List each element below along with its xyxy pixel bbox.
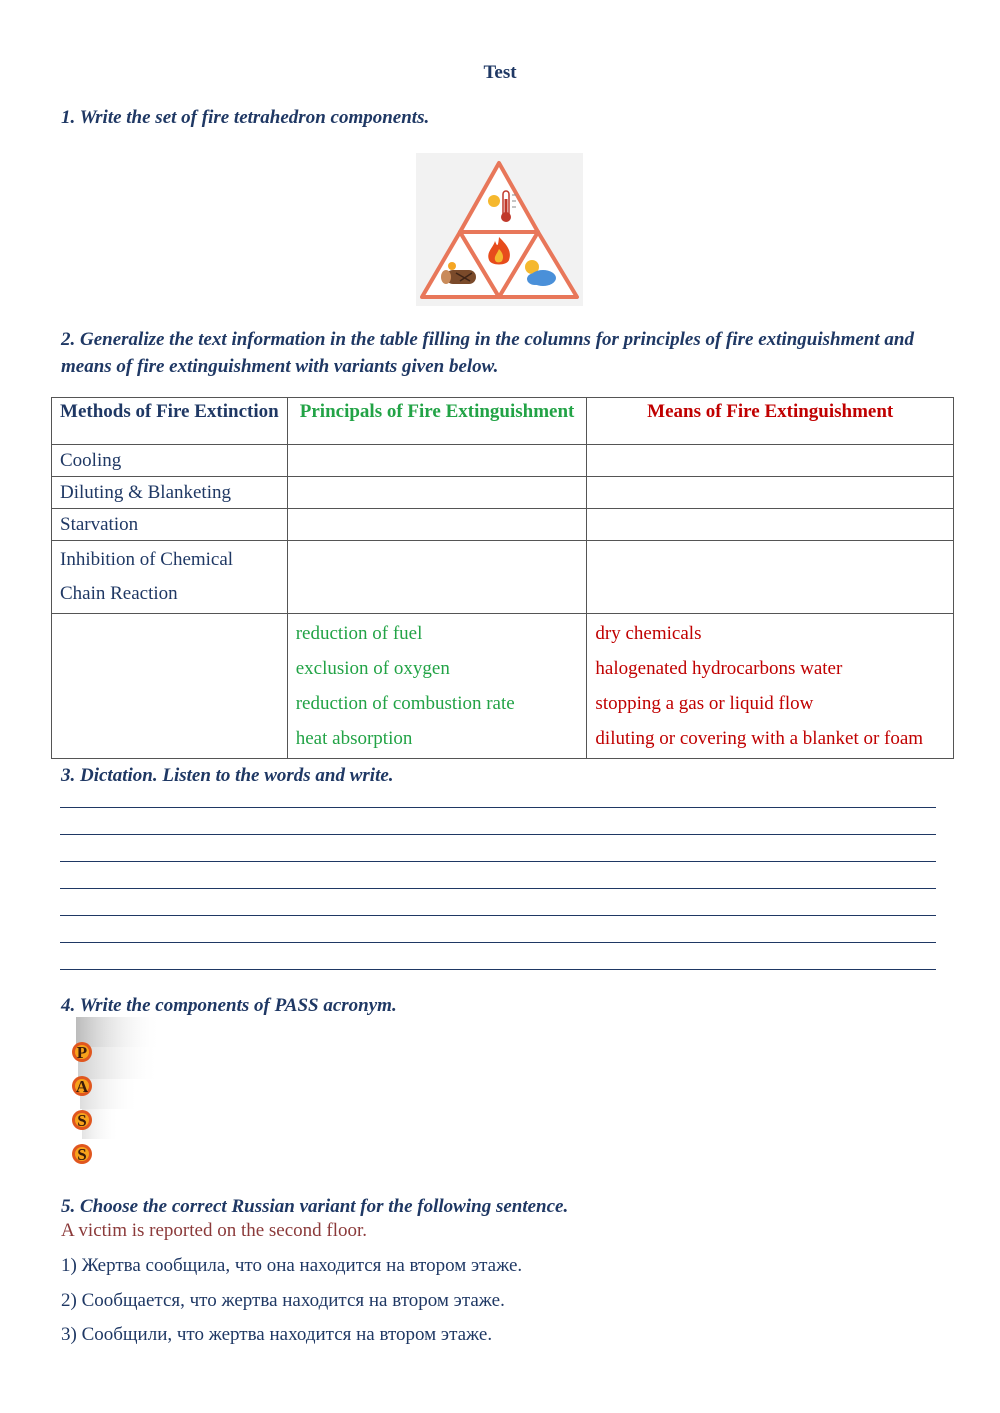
pass-letter: A xyxy=(75,1077,89,1096)
principle-variants xyxy=(287,614,587,759)
dictation-line[interactable] xyxy=(60,915,936,916)
fire-tetrahedron-image xyxy=(416,153,583,306)
answer-option-2[interactable]: 2) Сообщается, что жертва находится на втором этаже. xyxy=(61,1290,505,1311)
principle-option[interactable]: exclusion of oxygen xyxy=(295,658,450,679)
question-5: 5. Choose the correct Russian variant for the following sentence. xyxy=(61,1196,569,1217)
table-header-row xyxy=(52,398,954,445)
dictation-line[interactable] xyxy=(60,807,936,808)
means-option[interactable]: diluting or covering with a blanket or foam xyxy=(595,728,924,749)
means-answer-cell[interactable] xyxy=(587,509,954,541)
answer-option-3[interactable]: 3) Сообщили, что жертва находится на втором этаже. xyxy=(61,1324,493,1345)
header-means: Means of Fire Extinguishment xyxy=(587,398,954,445)
method-cell: Starvation xyxy=(52,509,288,541)
means-answer-cell[interactable] xyxy=(587,477,954,509)
header-methods: Methods of Fire Extinction xyxy=(52,398,288,445)
principle-option[interactable]: heat absorption xyxy=(295,728,413,749)
means-answer-cell[interactable] xyxy=(587,445,954,477)
header-principals: Principals of Fire Extinguishment xyxy=(287,398,587,445)
dictation-line[interactable] xyxy=(60,969,936,970)
means-answer-cell[interactable] xyxy=(587,541,954,614)
method-cell: Cooling xyxy=(52,445,288,477)
question-3: 3. Dictation. Listen to the words and write. xyxy=(61,765,394,786)
means-option[interactable]: dry chemicals xyxy=(595,623,702,644)
table-row xyxy=(52,477,954,509)
dictation-line[interactable] xyxy=(60,834,936,835)
answer-option-1[interactable]: 1) Жертва сообщила, что она находится на втором этаже. xyxy=(61,1255,523,1276)
empty-cell xyxy=(52,614,288,759)
means-option[interactable]: halogenated hydrocarbons water xyxy=(595,658,843,679)
means-variants xyxy=(587,614,954,759)
principle-answer-cell[interactable] xyxy=(287,445,587,477)
principle-option[interactable]: reduction of combustion rate xyxy=(295,693,515,714)
pass-acronym-image xyxy=(68,1017,168,1172)
pass-letter: S xyxy=(77,1111,87,1130)
principle-answer-cell[interactable] xyxy=(287,541,587,614)
method-cell: Inhibition of Chemical Chain Reaction xyxy=(52,541,288,614)
question-2: 2. Generalize the text information in the table filling in the columns for principles of fire extinguishment and means of fire extinguishment with variants given below. xyxy=(61,329,914,377)
table-row xyxy=(52,509,954,541)
principle-option[interactable]: reduction of fuel xyxy=(295,623,423,644)
principle-answer-cell[interactable] xyxy=(287,509,587,541)
english-sentence: A victim is reported on the second floor. xyxy=(61,1220,368,1241)
table-row xyxy=(52,445,954,477)
question-4: 4. Write the components of PASS acronym. xyxy=(61,995,397,1016)
pass-letter: S xyxy=(77,1145,87,1164)
variants-row xyxy=(52,614,954,759)
dictation-line[interactable] xyxy=(60,888,936,889)
means-option[interactable]: stopping a gas or liquid flow xyxy=(595,693,814,714)
table-row xyxy=(52,541,954,614)
method-cell: Diluting & Blanketing xyxy=(52,477,288,509)
fire-extinction-table xyxy=(51,397,954,759)
dictation-line[interactable] xyxy=(60,942,936,943)
page-title: Test xyxy=(483,62,517,83)
dictation-line[interactable] xyxy=(60,861,936,862)
question-1: 1. Write the set of fire tetrahedron components. xyxy=(61,107,430,128)
principle-answer-cell[interactable] xyxy=(287,477,587,509)
pass-letter: P xyxy=(76,1043,88,1062)
